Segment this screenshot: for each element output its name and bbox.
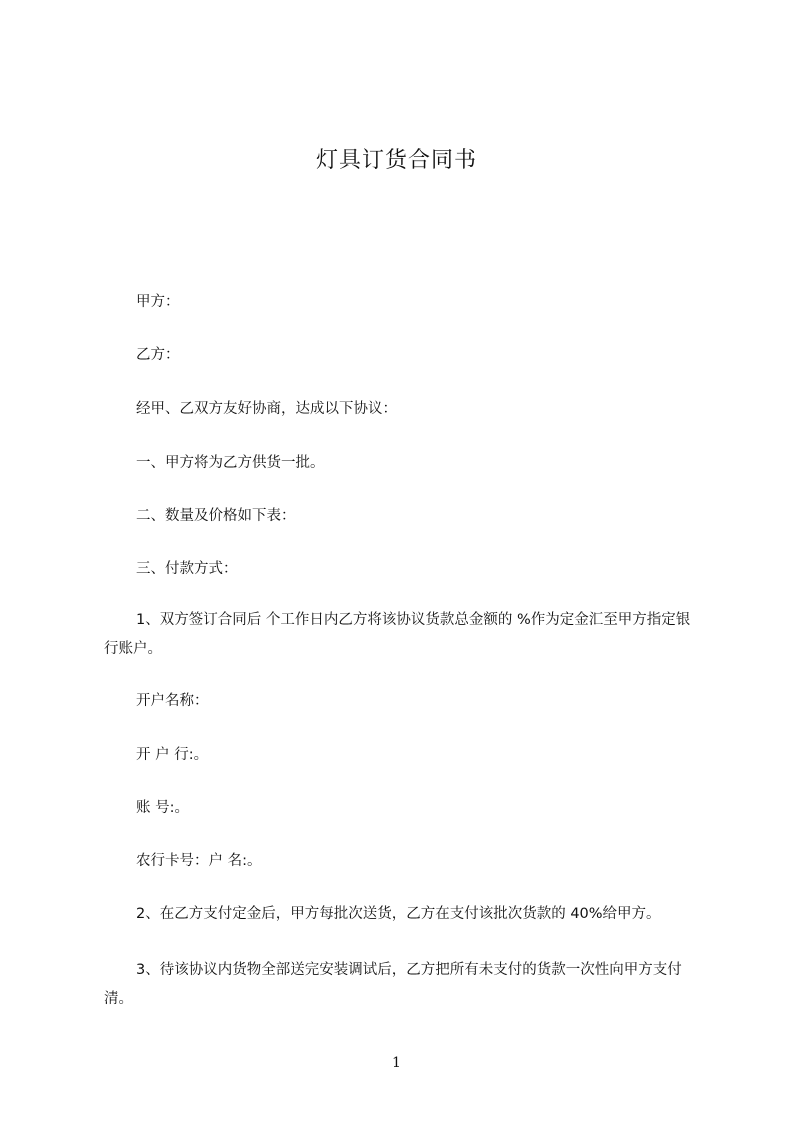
party-a-label: 甲方： xyxy=(136,294,180,310)
preamble-text: 经甲、乙双方友好协商，达成以下协议： xyxy=(136,401,397,417)
bank-field: 开 户 行:。 xyxy=(136,747,209,763)
page-number: 1 xyxy=(392,1055,401,1071)
account-name-field: 开户名称： xyxy=(136,693,209,709)
payment-term-3 xyxy=(104,956,704,1014)
payment-term-3-text: 3、待该协议内货物全部送完安装调试后，乙方把所有未支付的货款一次性向甲方支付清。 xyxy=(104,962,682,1007)
clause-2-text: 二、数量及价格如下表： xyxy=(136,508,296,524)
account-number-field: 账 号:。 xyxy=(136,800,189,816)
document-title: 灯具订货合同书 xyxy=(315,148,477,173)
abc-card-field: 农行卡号：户 名:。 xyxy=(136,853,262,869)
payment-term-1-text: 1、双方签订合同后 个工作日内乙方将该协议货款总金额的 %作为定金汇至甲方指定银行账户。 xyxy=(104,612,691,657)
payment-term-2: 2、在乙方支付定金后，甲方每批次送货，乙方在支付该批次货款的 40%给甲方。 xyxy=(136,906,661,922)
party-b-label: 乙方： xyxy=(136,347,180,363)
clause-3-text: 三、付款方式： xyxy=(136,561,238,577)
payment-term-1 xyxy=(104,606,704,664)
clause-1-text: 一、甲方将为乙方供货一批。 xyxy=(136,455,325,471)
